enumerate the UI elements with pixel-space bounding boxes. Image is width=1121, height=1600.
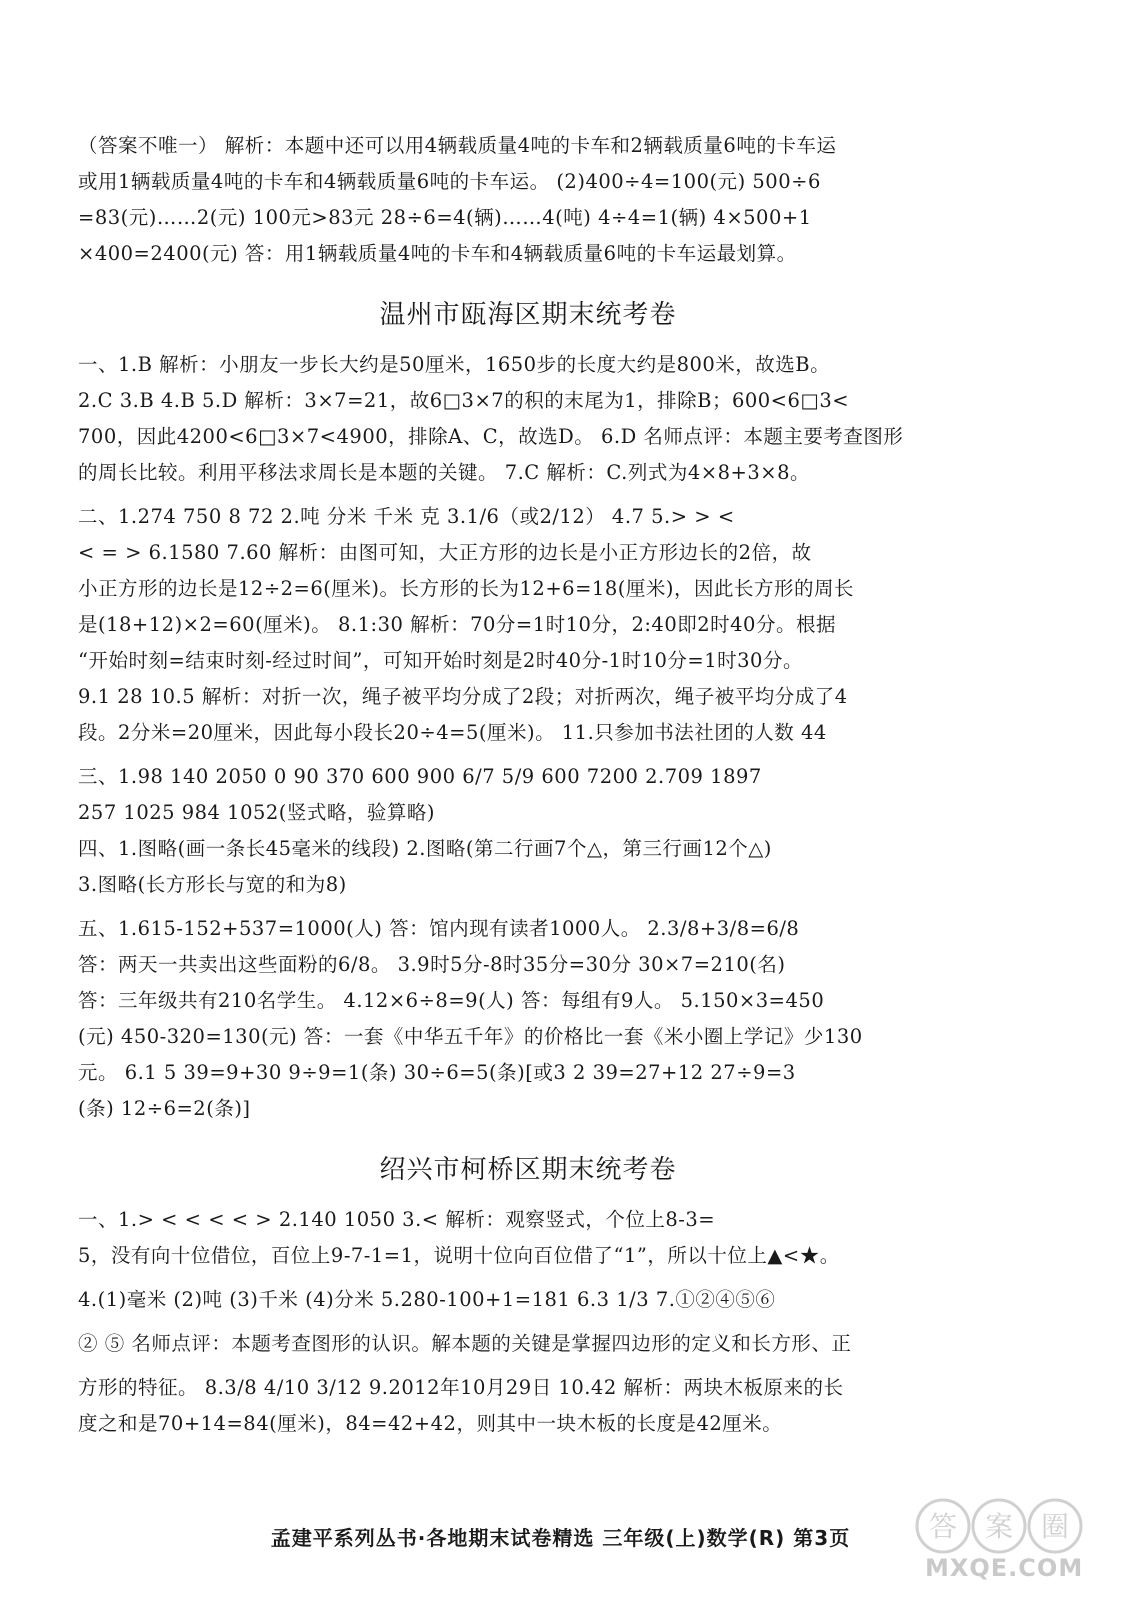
text-line: “开始时刻=结束时刻-经过时间”，可知开始时刻是2时40分-1时10分=1时30分。 [78, 649, 803, 672]
text-line: 的周长比较。利用平移法求周长是本题的关键。 7.C 解析：C.列式为4×8+3×8。 [78, 461, 810, 484]
text-line: 5，没有向十位借位，百位上9-7-1=1，说明十位向百位借了“1”，所以十位上▲<★。 [78, 1244, 840, 1267]
watermark-circles-icon [915, 1496, 1085, 1556]
text-line: 答：三年级共有210名学生。 4.12×6÷8=9(人) 答：每组有9人。 5.150×3=450 [78, 989, 825, 1012]
text-line: 段。2分米=20厘米，因此每小段长20÷4=5(厘米)。 11.只参加书法社团的人数 44 [78, 721, 827, 744]
text-line: 一、1.B 解析：小朋友一步长大约是50厘米，1650步的长度大约是800米，故选B。 [78, 353, 831, 376]
watermark-logo [905, 1496, 1095, 1596]
text-line: 度之和是70+14=84(厘米)，84=42+42，则其中一块木板的长度是42厘米。 [78, 1412, 783, 1435]
text-line: 或用1辆载质量4吨的卡车和4辆载质量6吨的卡车运。 (2)400÷4=100(元) 500÷6 [78, 170, 821, 193]
text-line: 四、1.图略(画一条长45毫米的线段) 2.图略(第二行画7个△，第三行画12个△) [78, 837, 772, 860]
section-title-keqiao: 绍兴市柯桥区期末统考卷 [379, 1155, 677, 1185]
text-line: < = > 6.1580 7.60 解析：由图可知，大正方形的边长是小正方形边长的2倍，故 [78, 541, 812, 564]
section-title-ouhai: 温州市瓯海区期末统考卷 [379, 300, 677, 330]
text-line: 三、1.98 140 2050 0 90 370 600 900 6/7 5/9 600 7200 2.709 1897 [78, 765, 762, 788]
text-line: 一、1.> < < < < > 2.140 1050 3.< 解析：观察竖式，个位上8-3= [78, 1208, 716, 1231]
watermark-char: 答 [928, 1510, 958, 1543]
section-ouhai-body [78, 347, 978, 1127]
watermark-url: MXQE.COM [925, 1554, 1084, 1582]
page-footer: 孟建平系列丛书·各地期末试卷精选 三年级(上)数学(R) 第3页 [270, 1526, 851, 1550]
text-line: 700，因此4200<6□3×7<4900，排除A、C，故选D。 6.D 名师点评：本题主要考查图形 [78, 425, 904, 448]
answer-page [78, 128, 978, 1442]
text-line: 9.1 28 10.5 解析：对折一次，绳子被平均分成了2段；对折两次，绳子被平均分成了4 [78, 685, 848, 708]
text-line: 元。 6.1 5 39=9+30 9÷9=1(条) 30÷6=5(条)[或3 2 39=27+12 27÷9=3 [78, 1061, 796, 1084]
text-line: 是(18+12)×2=60(厘米)。 8.1:30 解析：70分=1时10分，2:40即2时40分。根据 [78, 613, 836, 636]
text-line: =83(元)……2(元) 100元>83元 28÷6=4(辆)……4(吨) 4÷4=1(辆) 4×500+1 [78, 206, 812, 229]
intro-block [78, 128, 978, 272]
text-line: 4.(1)毫米 (2)吨 (3)千米 (4)分米 5.280-100+1=181 6.3 1/3 7.①②④⑤⑥ [78, 1288, 776, 1311]
watermark-char: 案 [984, 1510, 1014, 1543]
text-line: (元) 450-320=130(元) 答：一套《中华五千年》的价格比一套《米小圈上学记》少130 [78, 1025, 863, 1048]
text-line: （答案不唯一） 解析：本题中还可以用4辆载质量4吨的卡车和2辆载质量6吨的卡车运 [78, 134, 837, 157]
text-line: 二、1.274 750 8 72 2.吨 分米 千米 克 3.1/6（或2/12） 4.7 5.> > < [78, 505, 735, 528]
text-line: 3.图略(长方形长与宽的和为8) [78, 873, 347, 896]
watermark-char: 圈 [1040, 1510, 1070, 1543]
text-line: 小正方形的边长是12÷2=6(厘米)。长方形的长为12+6=18(厘米)，因此长方形的周长 [78, 577, 854, 600]
text-line: 2.C 3.B 4.B 5.D 解析：3×7=21，故6□3×7的积的末尾为1，排除B；600<6□3< [78, 389, 850, 412]
text-line: ×400=2400(元) 答：用1辆载质量4吨的卡车和4辆载质量6吨的卡车运最划算。 [78, 242, 797, 265]
text-line: 五、1.615-152+537=1000(人) 答：馆内现有读者1000人。 2.3/8+3/8=6/8 [78, 917, 800, 940]
section-keqiao-body [78, 1202, 978, 1442]
text-line: 方形的特征。 8.3/8 4/10 3/12 9.2012年10月29日 10.42 解析：两块木板原来的长 [78, 1376, 844, 1399]
text-line: 答：两天一共卖出这些面粉的6/8。 3.9时5分-8时35分=30分 30×7=210(名) [78, 953, 786, 976]
text-line: (条) 12÷6=2(条)] [78, 1097, 251, 1120]
text-line: 257 1025 984 1052(竖式略，验算略) [78, 801, 436, 824]
text-line: ② ⑤ 名师点评：本题考查图形的认识。解本题的关键是掌握四边形的定义和长方形、正 [78, 1332, 852, 1355]
